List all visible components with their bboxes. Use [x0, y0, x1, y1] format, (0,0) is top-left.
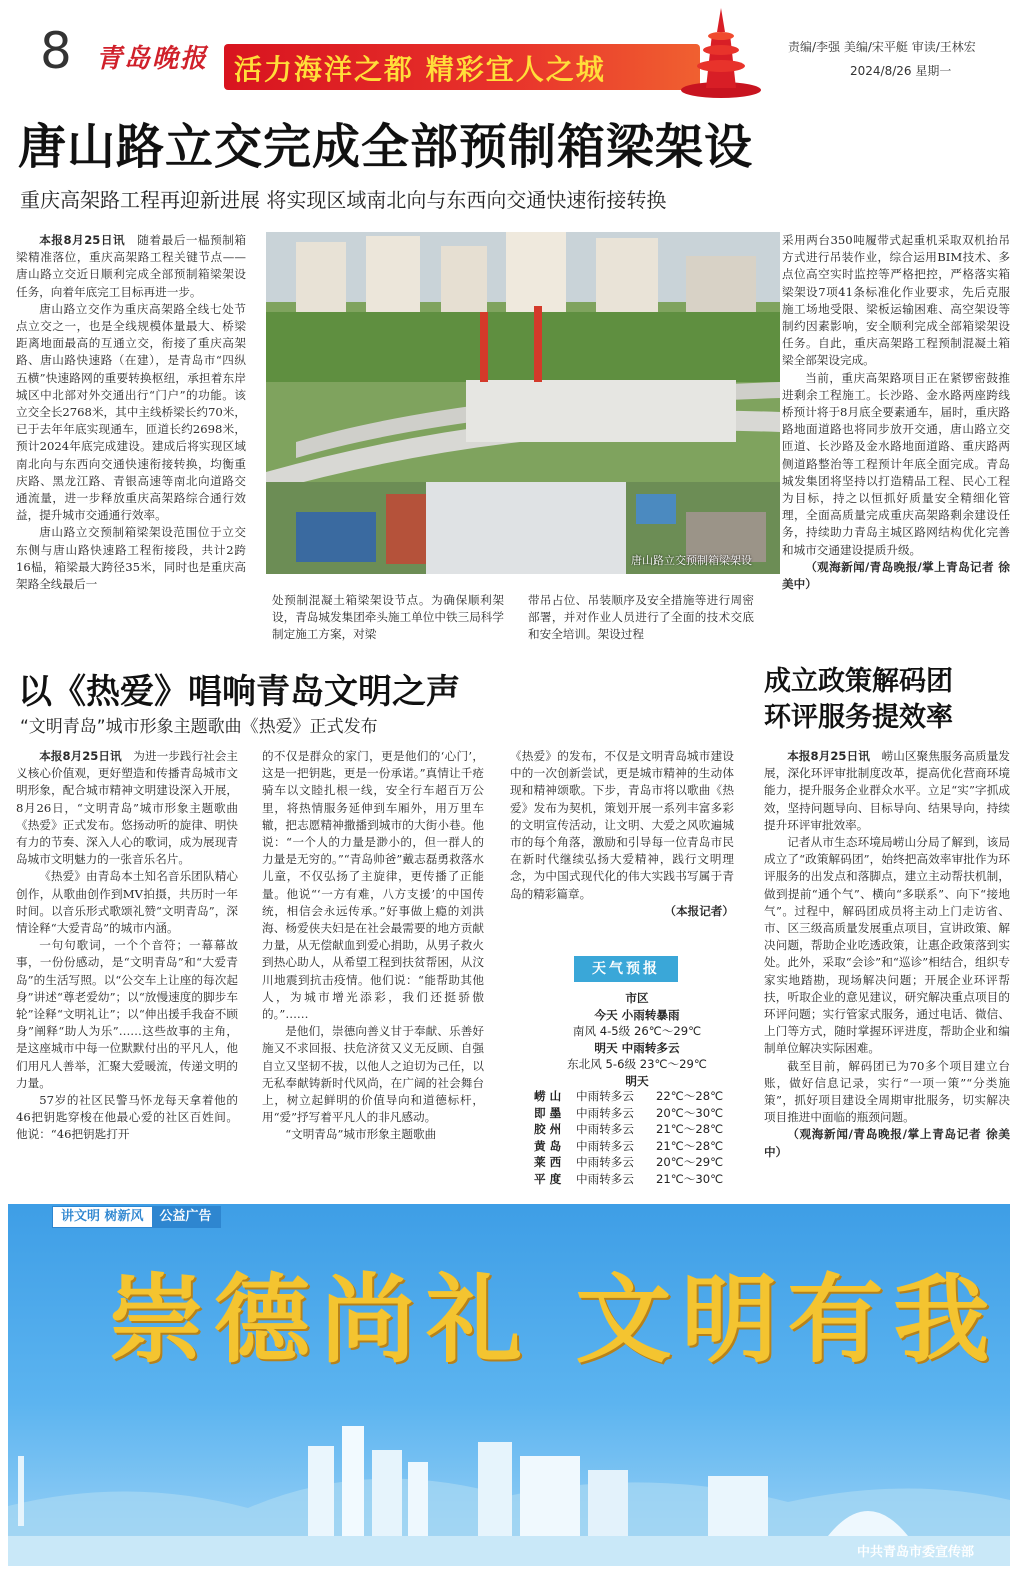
district-row: 崂山 中雨转多云 22℃～28℃ [534, 1089, 724, 1103]
article2-column-1 [16, 748, 238, 1200]
ad-sponsor: 中共青岛市委宣传部 [856, 1545, 974, 1560]
article2-paragraph: 一句句歌词，一个个音符；一幕幕故事，一份份感动，是“文明青岛”和“大爱青岛”的生活写照。以“公交车上让座的每次起身”讲述“尊老爱幼”；以“放慢速度的脚步车轮”诠释“文明礼让”；以“伸出援手我奋不顾身”阐释“助人为乐”……这些故事的主角，是这座城市中每一位默默付出的平凡人，他们用凡人善举，汇聚大爱暖流，传递文明的力量。 [16, 938, 238, 1090]
district-row: 平度 中雨转多云 21℃～30℃ [534, 1171, 724, 1186]
masthead [0, 0, 1024, 100]
overpass-photo [266, 232, 780, 574]
editor-credits: 责编/李强 美编/宋平艇 审读/王林宏 [788, 40, 976, 54]
article1-lead: 本报8月25日讯 [39, 233, 126, 247]
issue-date: 2024/8/26 星期一 [850, 64, 952, 78]
article1-paragraph: 唐山路立交预制箱梁架设范围位于立交东侧与唐山路快速路工程衔接段，共计2跨16榀，箱梁最大跨径35米，同时也是重庆高架路全线最后一 [16, 525, 246, 592]
ad-slogan: 崇德尚礼 文明有我 [108, 1263, 1000, 1376]
weather-region: 市区 [625, 991, 649, 1005]
article2-paragraph: 的不仅是群众的家门，更是他们的‘心门’，这是一把钥匙，更是一份承诺。”真情让千疮骑车以文睦扎根一线，安全行车超百万公里，将热情服务延伸到车厢外，用万里车辙，把志愿精神撒播到城市的大街小巷。他说：“一个人的力量是渺小的，但一群人的力量是无穷的。”“青岛帅爸”戴志磊勇救落水儿童，不仅弘扬了主旋律，更传播了正能量。他说“‘一方有难，八方支援’的中国传统，相信会永远传承。”好事做上瘾的刘洪海、杨爱侠夫妇是在社会最需要的地方贡献力量，从无偿献血到爱心捐助，从男子救火到热心助人，从希望工程到扶贫帮困，从汶川地震到抗击疫情。他们说：“能帮助其他人，为城市增光添彩，我们还挺骄傲的。”…… [262, 749, 484, 1022]
article3-paragraph: 记者从市生态环境局崂山分局了解到，该局成立了“政策解码团”，始终把高效率审批作为环评服务的出发点和落脚点，建立主动帮扶机制，做到提前“通个气”、横向“多联系”、向下“接地气”。过程中，解码团成员将主动上门走访省、市、区三级高质量发展重点项目，宣讲政策、解决问题，帮助企业吃透政策，让惠企政策落到实处。此外，采取“会诊”和“巡诊”相结合，组织专家实地踏勘，现场解决问题；开展企业环评帮扶，听取企业的意见建议，研究解决重点项目的环评问题；实行管家式服务，通过电话、微信、上门等方式，随时掌握环评进度，帮助企业和编制单位解决实际困难。 [764, 835, 1010, 1056]
weather-today: 今天 小雨转暴雨 [594, 1007, 680, 1022]
article1-paragraph: 处预制混凝土箱梁架设节点。为确保顺利架设，青岛城发集团牵头施工单位中铁三局科学制定施工方案，对梁 [272, 593, 504, 642]
article3-headline [764, 664, 1014, 736]
district-weather-table [534, 1088, 734, 1188]
article1-column-2 [272, 592, 504, 644]
article1-column-1 [16, 232, 246, 640]
paper-logo: 青岛晚报 [96, 44, 209, 74]
article2-paragraph: 为进一步践行社会主义核心价值观，更好塑造和传播青岛城市文明形象，配合城市精神文明建设深入开展，8月26日，“文明青岛”城市形象主题歌曲《热爱》正式发布。悠扬动听的旋律、明快有力的节奏、深入人心的歌词，成为展现青岛城市文明魅力的一张音乐名片。 [16, 749, 238, 867]
article2-paragraph: 57岁的社区民警马怀龙每天拿着他的46把钥匙穿梭在他最心爱的社区百姓间。他说：“46把钥匙打开 [16, 1093, 238, 1142]
article2-paragraph: 《热爱》的发布，不仅是文明青岛城市建设中的一次创新尝试，更是城市精神的生动体现和精神颂歌。下步，青岛市将以歌曲《热爱》发布为契机，策划开展一系列丰富多彩的文明宣传活动，让文明、大爱之风吹遍城市的每个角落，激励和引导每一位青岛市民在新时代继续弘扬大爱精神，践行文明理念，为中国式现代化的伟大实践书写属于青岛的精彩篇章。 [510, 749, 734, 901]
photo-caption: 唐山路立交预制箱梁架设 [631, 554, 752, 567]
article3-paragraph: 截至目前，解码团已为70多个项目建立台账，做好信息记录，实行“一项一策”“分类施策”，抓好项目建设全周期审批服务，切实解决项目推进中面临的瓶颈问题。 [764, 1058, 1010, 1125]
article1-paragraph: 随着最后一榀预制箱梁精准落位，重庆高架路工程关键节点——唐山路立交近日顺利完成全部预制箱梁架设任务，向着年底完工目标再进一步。 [16, 233, 246, 299]
article1-headline: 唐山路立交完成全部预制箱梁架设 [18, 119, 754, 175]
article3-column [764, 748, 1010, 1200]
article1-byline: （观海新闻/青岛晚报/掌上青岛记者 徐美中） [782, 559, 1010, 592]
ad-tag-label: 公益广告 [152, 1207, 220, 1227]
article2-lead: 本报8月25日讯 [39, 749, 122, 763]
overpass-photo-image [266, 232, 780, 574]
article2-column-3 [510, 748, 734, 944]
ad-tag-slogan: 讲文明 树新风 [61, 1209, 144, 1224]
weather-next-label: 明天 [625, 1073, 649, 1088]
article3-byline: （观海新闻/青岛晚报/掌上青岛记者 徐美中） [764, 1127, 1010, 1159]
district-row: 胶州 中雨转多云 21℃～28℃ [534, 1122, 724, 1137]
district-row: 莱西 中雨转多云 20℃～29℃ [534, 1155, 724, 1170]
article1-subheadline: 重庆高架路工程再迎新进展 将实现区域南北向与东西向交通快速衔接转换 [20, 188, 667, 212]
tower-icon [676, 4, 766, 100]
article1-paragraph: 带吊占位、吊装顺序及安全措施等进行周密部署，并对作业人员进行了全面的技术交底和安全培训。架设过程 [528, 593, 754, 642]
article3-lead: 本报8月25日讯 [787, 749, 870, 763]
article1-paragraph: 当前，重庆高架路项目正在紧锣密鼓推进剩余工程施工。长沙路、金水路两座跨线桥预计将于8月底全要素通车，届时，重庆路路地面道路也将同步放开交通，唐山路立交匝道、长沙路及金水路地面道路、重庆路两侧道路整治等工程预计年底全面完成。青岛城发集团将坚持以打造精品工程、民心工程为目标，持之以恒抓好质量安全精细化管理，全面高质量完成重庆高架路剩余建设任务，持续助力青岛主城区路网结构优化完善和城市交通建设提质升级。 [782, 370, 1010, 557]
public-service-ad [8, 1204, 1010, 1566]
weather-title: 天气预报 [574, 956, 678, 982]
weather-summary [528, 990, 746, 1090]
article3-headline-line2: 环评服务提效率 [764, 702, 953, 733]
weather-tomorrow: 明天 中雨转多云 [594, 1040, 680, 1055]
article2-headline: 以《热爱》唱响青岛文明之声 [18, 672, 460, 712]
district-row: 黄岛 中雨转多云 21℃～28℃ [534, 1138, 724, 1153]
article2-paragraph: 《热爱》由青岛本土知名音乐团队精心创作，从歌曲创作到MV拍摄，共历时一年时间。以音乐形式歌颂礼赞“文明青岛”，深情诠释“大爱青岛”的城市内涵。 [16, 869, 238, 936]
ad-tag [52, 1206, 221, 1228]
district-row: 即墨 中雨转多云 20℃～30℃ [534, 1105, 724, 1120]
article1-column-4 [782, 232, 1010, 648]
article2-paragraph: 是他们，崇德向善义甘于奉献、乐善好施又不求回报、扶危济贫又义无反顾、自强自立又坚韧不拔，以他人之迫切为己任，以无私奉献铸新时代风尚，在广阔的社会舞台上，树立起鲜明的价值导向和道德标杆，用“爱”抒写着平凡人的非凡感动。 [262, 1024, 484, 1125]
article2-byline: （本报记者） [664, 903, 734, 918]
article3-paragraph: 崂山区聚焦服务高质量发展，深化环评审批制度改革，提高优化营商环境能力，提升服务企业群众水平。立足“实”字抓成效，坚持问题导向、目标导向、结果导向，持续提升环评审批效率。 [764, 749, 1010, 832]
article3-headline-line1: 成立政策解码团 [764, 666, 953, 697]
weather-tomorrow-detail: 东北风 5-6级 23℃～29℃ [567, 1057, 707, 1072]
weather-today-detail: 南风 4-5级 26℃～29℃ [572, 1024, 702, 1039]
article1-column-3 [528, 592, 754, 644]
article1-paragraph: 唐山路立交作为重庆高架路全线七处节点立交之一，也是全线规模体量最大、桥梁距离地面最高的互通立交，衔接了重庆高架路、唐山路快速路（在建），是青岛市“四纵五横”快速路网的重要转换枢纽，承担着东岸城区中北部对外交通出行“门户”的功能。该立交全长2768米，其中主线桥梁长约70米，已于去年年底实现通车，匝道长约2698米，预计2024年底完成建设。建成后将实现区域南北向与东西向交通快速衔接转换，均衡重庆路、黑龙江路、青银高速等南北向道路交通流量，进一步释放重庆高架路综合通行效益，提升城市交通通行效率。 [16, 301, 246, 523]
article2-paragraph: “文明青岛”城市形象主题歌曲 [285, 1127, 437, 1142]
article2-subheadline: “文明青岛”城市形象主题歌曲《热爱》正式发布 [20, 717, 378, 737]
page-number: 8 [40, 22, 72, 80]
article1-paragraph: 采用两台350吨履带式起重机采取双机抬吊方式进行吊装作业，综合运用BIM技术、多点位高空实时监控等严格把控，严格落实箱梁架设7项41条标准化作业要求，先后克服施工场地受限、梁板运输困难、高空架设等制约因素影响，安全顺利完成全部箱梁架设任务。自此，重庆高架路工程预制混凝土箱梁全部架设完成。 [782, 233, 1010, 368]
weather-box [528, 956, 746, 1196]
article2-column-2 [262, 748, 484, 1200]
slogan-text: 活力海洋之都 精彩宜人之城 [234, 53, 606, 86]
